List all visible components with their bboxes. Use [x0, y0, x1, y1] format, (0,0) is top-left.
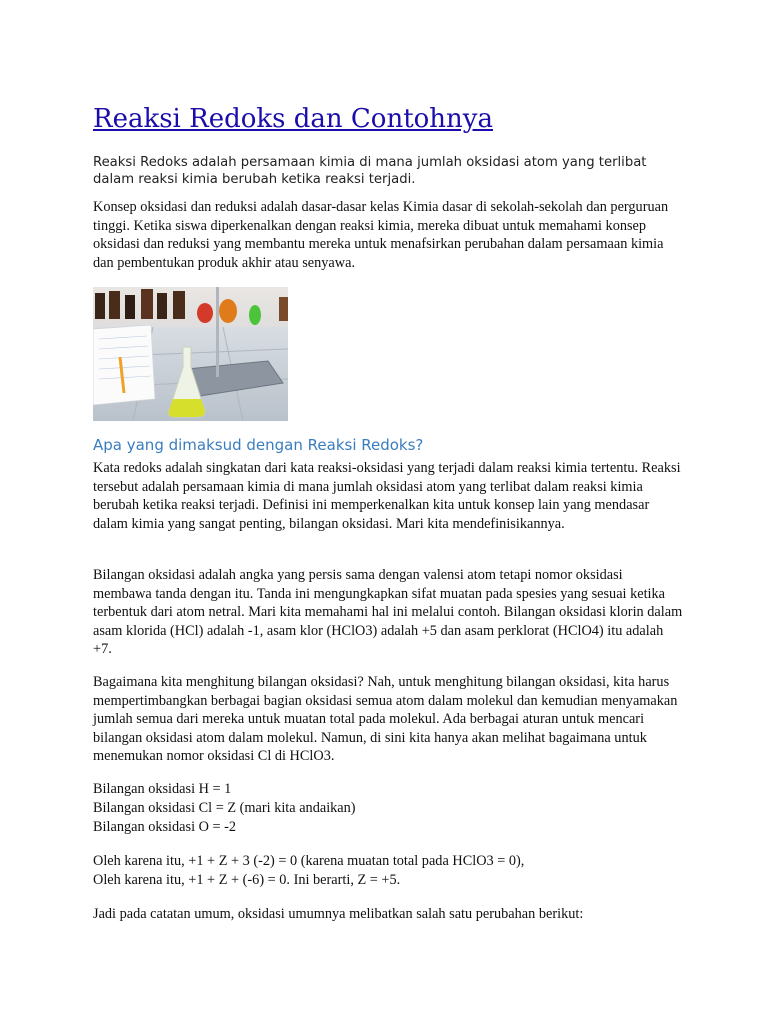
- bottle: [109, 291, 120, 319]
- equation-line: Oleh karena itu, +1 + Z + (-6) = 0. Ini berarti, Z = +5.: [93, 872, 401, 888]
- orange-flask: [219, 299, 237, 323]
- section-heading: Apa yang dimaksud dengan Reaksi Redoks?: [93, 436, 424, 454]
- oxidation-line: Bilangan oksidasi O = -2: [93, 819, 237, 835]
- lab-equipment-photo: [93, 287, 288, 421]
- bottle: [157, 293, 167, 319]
- bottle: [173, 291, 185, 319]
- bottle: [125, 295, 135, 319]
- calculation-paragraph: Bagaimana kita menghitung bilangan oksidasi? Nah, untuk menghitung bilangan oksidasi, kita harus mempertimbangkan berbagai bagian oksidasi semua atom dalam molekul dan kemudian menyamakan jumlah semua dari mereka untuk muatan total pada molekul. Ada berbagai aturan untuk mencari bilangan oksidasi atom dalam molekul. Namun, di sini kita hanya akan melihat bagaimana untuk menemukan nomor oksidasi Cl di HClO3.: [93, 674, 678, 765]
- green-flask: [249, 305, 261, 325]
- redoks-definition-paragraph: Kata redoks adalah singkatan dari kata reaksi-oksidasi yang terjadi dalam reaksi kimia tertentu. Reaksi tersebut adalah persamaan kimia di mana jumlah oksidasi atom yang terlibat dalam reaksi kimia berubah ketika reaksi terjadi. Definisi ini memperkenalkan kita untuk konsep lain yang mendasar dalam kimia yang sangat penting, bilangan oksidasi. Mari kita mendefinisikannya.: [93, 460, 681, 532]
- article-title-link[interactable]: Reaksi Redoks dan Contohnya: [93, 104, 493, 134]
- ring-stand-rod: [216, 287, 219, 377]
- oxidation-line: Bilangan oksidasi H = 1: [93, 781, 232, 797]
- concept-paragraph: Konsep oksidasi dan reduksi adalah dasar-dasar kelas Kimia dasar di sekolah-sekolah dan perguruan tinggi. Ketika siswa diperkenalkan dengan reaksi kimia, mereka dibuat untuk memahami konsep oksidasi dan reduksi yang membantu mereka untuk menafsirkan perubahan dalam persamaan kimia dan pembentukan produk akhir atau senyawa.: [93, 199, 669, 271]
- bottle: [95, 293, 105, 319]
- oxidation-number-paragraph: Bilangan oksidasi adalah angka yang persis sama dengan valensi atom tetapi nomor oksidasi membawa tanda dengan itu. Tanda ini mengungkapkan sifat muatan pada spesies yang sesuai ketika terbentuk dari atom netral. Mari kita memahami hal ini melalui contoh. Bilangan oksidasi klorin dalam asam klorida (HCl) adalah -1, asam klor (HClO3) adalah +5 dan asam perklorat (HClO4) itu adalah +7.: [93, 567, 683, 658]
- intro-paragraph: Reaksi Redoks adalah persamaan kimia di mana jumlah oksidasi atom yang terlibat dalam reaksi kimia berubah ketika reaksi terjadi.: [93, 155, 647, 187]
- bottle: [141, 289, 153, 319]
- yellow-solution: [169, 399, 205, 417]
- oxidation-line: Bilangan oksidasi Cl = Z (mari kita andaikan): [93, 800, 356, 816]
- closing-paragraph: Jadi pada catatan umum, oksidasi umumnya melibatkan salah satu perubahan berikut:: [93, 906, 584, 922]
- red-flask: [197, 303, 213, 323]
- equation-line: Oleh karena itu, +1 + Z + 3 (-2) = 0 (karena muatan total pada HClO3 = 0),: [93, 853, 525, 869]
